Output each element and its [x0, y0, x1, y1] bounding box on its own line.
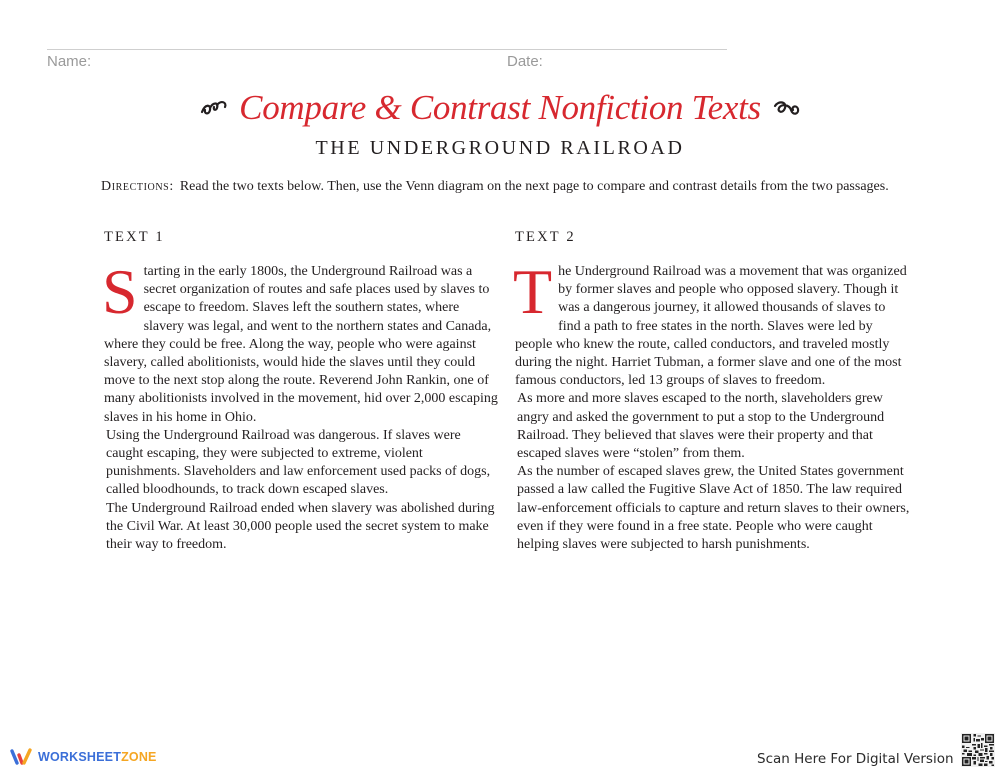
- drop-cap: S: [102, 256, 138, 327]
- brand-part-1: WORKSHEET: [38, 750, 122, 764]
- text-1-paragraph: [102, 256, 499, 427]
- brand-part-2: ZONE: [121, 750, 157, 764]
- fleuron-right-icon: [771, 96, 801, 120]
- text-2-heading: TEXT 2: [515, 229, 576, 245]
- text-1-column: [104, 229, 499, 554]
- brand-name: [38, 750, 157, 764]
- worksheetzone-logo[interactable]: [10, 747, 157, 767]
- text-1-heading: TEXT 1: [104, 229, 165, 245]
- name-label: Name:: [47, 53, 92, 70]
- name-date-rule: [47, 49, 727, 50]
- text-2-paragraph: As the number of escaped slaves grew, the United States government passed a law called the Fugitive Slave Act of 1850. The law required law-enforcement officials to capture and return slaves to their owners, even if they were found in a free state. People who were caught helping slaves were subjected to harsh punishments.: [517, 464, 910, 553]
- text-2-column: [515, 229, 910, 554]
- scan-caption: Scan Here For Digital Version: [757, 751, 954, 767]
- page-subtitle: THE UNDERGROUND RAILROAD: [315, 137, 685, 159]
- directions-text: Read the two texts below. Then, use the Venn diagram on the next page to compare and contrast details from the two passages.: [179, 179, 889, 194]
- qr-code-icon[interactable]: [961, 733, 995, 767]
- text-1-paragraph: The Underground Railroad ended when slavery was abolished during the Civil War. At least 30,000 people used the secret system to make their way to freedom.: [106, 500, 495, 553]
- text-2-paragraph: As more and more slaves escaped to the north, slaveholders grew angry and asked the government to put a stop to the Underground Railroad. They believed that slaves were their property and that escaped slaves were “stolen” from them.: [517, 391, 885, 462]
- fleuron-left-icon: [199, 96, 229, 120]
- paragraph-text: he Underground Railroad was a movement that was organized by former slaves and people who opposed slavery. Though it was a dangerous journey, it allowed thousands of slaves to find a path to free states in the north. Slaves were led by people who knew the route, called conductors, and traveled mostly during the night. Harriet Tubman, a former slave and one of the most famous conductors, led 13 groups of slaves to freedom.: [515, 264, 907, 389]
- directions: [101, 179, 889, 195]
- paragraph-text: tarting in the early 1800s, the Underground Railroad was a secret organization of routes and safe places used by slaves to escape to freedom. Slaves left the southern states, where slavery was legal, and went to the northern states and Canada, where they could be free. Along the way, people who were against slavery, called abolitionists, would hide the slaves until they could move to the next stop along the route. Reverend John Rankin, one of many abolitionists involved in the movement, hid over 2,000 escaping slaves in his home in Ohio.: [104, 264, 498, 425]
- page-title: Compare & Contrast Nonfiction Texts: [239, 88, 761, 127]
- date-label: Date:: [507, 53, 543, 70]
- title-row: [0, 88, 1000, 128]
- text-1-paragraph: Using the Underground Railroad was dangerous. If slaves were caught escaping, they were subjected to extreme, violent punishments. Slaveholders and law enforcement used packs of dogs, called bloodhounds, to track down escaped slaves.: [106, 427, 491, 498]
- worksheetzone-logo-icon: [10, 747, 34, 767]
- drop-cap: T: [513, 256, 553, 327]
- text-2-paragraph: [513, 256, 910, 390]
- directions-label: Directions:: [101, 179, 174, 194]
